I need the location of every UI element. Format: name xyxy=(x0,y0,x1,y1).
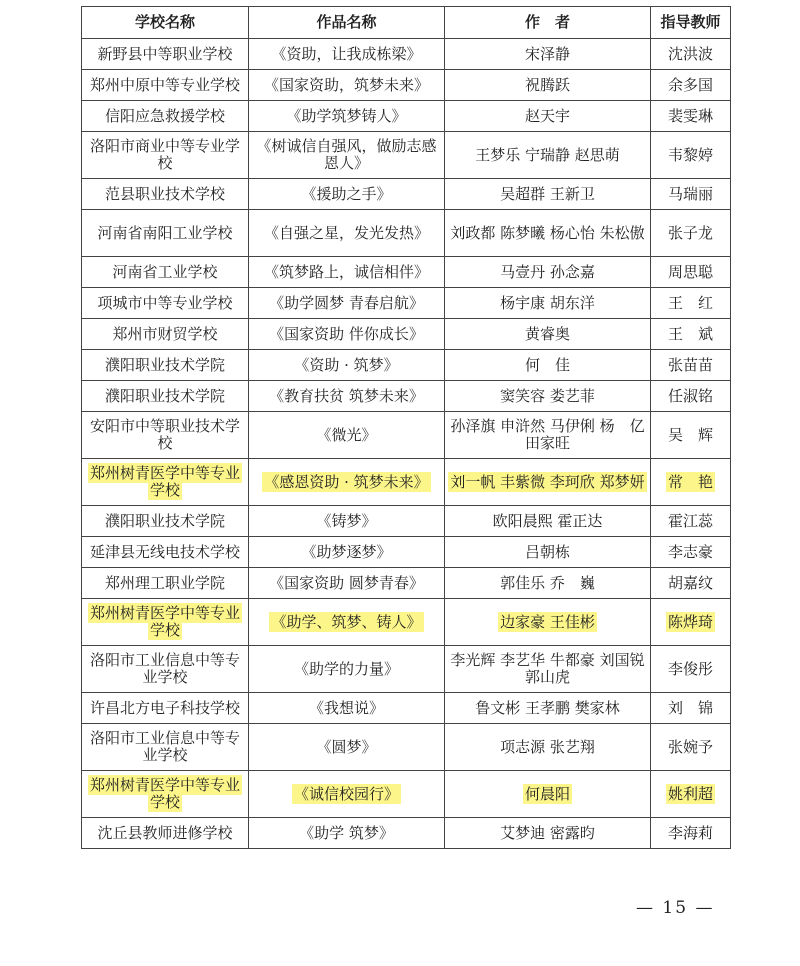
cell-work-text: 《助学筑梦铸人》 xyxy=(286,106,407,125)
cell-school-text: 安阳市中等职业技术学校 xyxy=(89,417,240,452)
cell-teacher-text: 裴雯琳 xyxy=(667,106,713,125)
table-row xyxy=(82,70,731,101)
cell-work xyxy=(249,724,445,771)
table-row xyxy=(82,257,731,288)
cell-author xyxy=(445,257,651,288)
cell-work-text: 《诚信校园行》 xyxy=(293,784,399,803)
cell-author-text: 何 佳 xyxy=(524,355,570,374)
cell-work xyxy=(249,319,445,350)
cell-author xyxy=(445,288,651,319)
cell-school xyxy=(82,506,249,537)
cell-author-text: 吕朝栋 xyxy=(524,542,570,561)
cell-teacher-text: 张婉予 xyxy=(667,737,713,756)
cell-work xyxy=(249,771,445,818)
cell-author-text: 边家豪 王佳彬 xyxy=(500,612,595,631)
cell-work-text: 《树诚信自强风，做励志感恩人》 xyxy=(256,137,437,172)
cell-teacher-text: 马瑞丽 xyxy=(667,184,713,203)
cell-author xyxy=(445,350,651,381)
cell-author-text: 杨宇康 胡东洋 xyxy=(500,293,595,312)
cell-teacher-text: 韦黎婷 xyxy=(667,145,713,164)
cell-teacher-text: 沈洪波 xyxy=(667,44,713,63)
cell-school-text: 许昌北方电子科技学校 xyxy=(89,698,240,717)
cell-school-text: 范县职业技术学校 xyxy=(104,184,225,203)
cell-author xyxy=(445,818,651,849)
cell-teacher-text: 李俊彤 xyxy=(667,659,713,678)
table-row xyxy=(82,724,731,771)
cell-work xyxy=(249,537,445,568)
cell-work xyxy=(249,179,445,210)
cell-teacher-text: 余多国 xyxy=(667,75,713,94)
cell-school xyxy=(82,70,249,101)
cell-author xyxy=(445,771,651,818)
cell-work-text: 《铸梦》 xyxy=(316,511,377,530)
cell-author-text: 郭佳乐 乔 巍 xyxy=(500,573,595,592)
cell-work xyxy=(249,70,445,101)
cell-teacher xyxy=(651,39,731,70)
cell-author xyxy=(445,412,651,459)
cell-author xyxy=(445,381,651,412)
cell-school-text: 郑州市财贸学校 xyxy=(112,324,218,343)
cell-work-text: 《国家资助，筑梦未来》 xyxy=(263,75,429,94)
cell-teacher xyxy=(651,381,731,412)
cell-author xyxy=(445,70,651,101)
cell-teacher xyxy=(651,319,731,350)
cell-work-text: 《资助 · 筑梦》 xyxy=(294,355,399,374)
cell-author-text: 项志源 张艺翔 xyxy=(500,737,595,756)
cell-teacher-text: 张子龙 xyxy=(667,223,713,242)
cell-teacher xyxy=(651,132,731,179)
cell-school-text: 郑州中原中等专业学校 xyxy=(89,75,240,94)
table-row xyxy=(82,599,731,646)
cell-work xyxy=(249,132,445,179)
cell-work-text: 《圆梦》 xyxy=(316,737,377,756)
cell-author xyxy=(445,39,651,70)
cell-teacher xyxy=(651,693,731,724)
cell-work xyxy=(249,101,445,132)
cell-school-text: 濮阳职业技术学院 xyxy=(104,511,225,530)
cell-work xyxy=(249,599,445,646)
cell-school-text: 濮阳职业技术学院 xyxy=(104,386,225,405)
cell-work-text: 《微光》 xyxy=(316,425,377,444)
cell-work xyxy=(249,257,445,288)
cell-school xyxy=(82,693,249,724)
cell-teacher-text: 王 红 xyxy=(667,293,713,312)
cell-author xyxy=(445,693,651,724)
cell-school-text: 延津县无线电技术学校 xyxy=(89,542,240,561)
cell-work-text: 《助学、筑梦、铸人》 xyxy=(271,612,422,631)
cell-school xyxy=(82,599,249,646)
cell-teacher xyxy=(651,568,731,599)
cell-school-text: 洛阳市工业信息中等专业学校 xyxy=(89,651,240,686)
cell-work-text: 《资助，让我成栋梁》 xyxy=(271,44,422,63)
cell-teacher xyxy=(651,771,731,818)
cell-author-text: 王梦乐 宁瑞静 赵思萌 xyxy=(475,145,620,164)
table-row xyxy=(82,693,731,724)
cell-work-text: 《感恩资助 · 筑梦未来》 xyxy=(264,472,429,491)
cell-author-text: 鲁文彬 王孝鹏 樊家林 xyxy=(475,698,620,717)
cell-author-text: 吴超群 王新卫 xyxy=(500,184,595,203)
cell-author-text: 孙泽旗 申浒然 马伊俐 杨 亿 田家旺 xyxy=(450,417,645,452)
header-author: 作 者 xyxy=(445,7,651,39)
table-row xyxy=(82,132,731,179)
cell-work-text: 《国家资助 伴你成长》 xyxy=(269,324,424,343)
cell-teacher-text: 常 艳 xyxy=(667,472,713,491)
cell-work-text: 《助学的力量》 xyxy=(293,659,399,678)
table-row xyxy=(82,818,731,849)
cell-author xyxy=(445,132,651,179)
cell-teacher-text: 李志豪 xyxy=(667,542,713,561)
cell-author-text: 刘政都 陈梦曦 杨心怡 朱松傲 xyxy=(450,223,645,242)
cell-work xyxy=(249,646,445,693)
cell-author-text: 黄睿奥 xyxy=(524,324,570,343)
cell-school xyxy=(82,288,249,319)
cell-school xyxy=(82,381,249,412)
cell-school-text: 濮阳职业技术学院 xyxy=(104,355,225,374)
cell-author xyxy=(445,101,651,132)
table-body xyxy=(82,39,731,849)
cell-school-text: 郑州树青医学中等专业学校 xyxy=(89,776,240,811)
table-row xyxy=(82,381,731,412)
cell-work xyxy=(249,818,445,849)
cell-work xyxy=(249,693,445,724)
table-header-row xyxy=(82,7,731,39)
cell-work xyxy=(249,506,445,537)
cell-author xyxy=(445,319,651,350)
table-row xyxy=(82,459,731,506)
cell-teacher-text: 陈烨琦 xyxy=(667,612,713,631)
cell-school xyxy=(82,132,249,179)
cell-work xyxy=(249,568,445,599)
table-row xyxy=(82,771,731,818)
cell-work xyxy=(249,412,445,459)
cell-teacher-text: 任淑铭 xyxy=(667,386,713,405)
header-teacher: 指导教师 xyxy=(651,7,731,39)
cell-school-text: 郑州树青医学中等专业学校 xyxy=(89,604,240,639)
cell-school xyxy=(82,412,249,459)
cell-teacher xyxy=(651,257,731,288)
cell-school xyxy=(82,101,249,132)
cell-teacher xyxy=(651,724,731,771)
awards-table xyxy=(81,6,731,849)
cell-school-text: 沈丘县教师进修学校 xyxy=(97,823,233,842)
table-row xyxy=(82,210,731,257)
cell-teacher-text: 张苗苗 xyxy=(667,355,713,374)
cell-teacher xyxy=(651,646,731,693)
cell-work xyxy=(249,210,445,257)
cell-school xyxy=(82,210,249,257)
cell-author-text: 刘一帆 丰紫微 李珂欣 郑梦妍 xyxy=(450,472,645,491)
table-row xyxy=(82,179,731,210)
cell-school-text: 洛阳市商业中等专业学校 xyxy=(89,137,240,172)
cell-author xyxy=(445,179,651,210)
cell-author-text: 艾梦迪 密露昀 xyxy=(500,823,595,842)
cell-author xyxy=(445,506,651,537)
cell-school-text: 郑州树青医学中等专业学校 xyxy=(89,464,240,499)
table-row xyxy=(82,288,731,319)
cell-teacher xyxy=(651,818,731,849)
cell-author-text: 祝腾跃 xyxy=(524,75,570,94)
cell-teacher xyxy=(651,210,731,257)
cell-school-text: 河南省工业学校 xyxy=(112,262,218,281)
cell-school xyxy=(82,39,249,70)
cell-school-text: 信阳应急救援学校 xyxy=(104,106,225,125)
table-row xyxy=(82,646,731,693)
table-row xyxy=(82,39,731,70)
header-work: 作品名称 xyxy=(249,7,445,39)
cell-school xyxy=(82,319,249,350)
cell-work-text: 《我想说》 xyxy=(308,698,384,717)
header-school: 学校名称 xyxy=(82,7,249,39)
table-row xyxy=(82,506,731,537)
cell-work xyxy=(249,459,445,506)
cell-school-text: 河南省南阳工业学校 xyxy=(97,223,233,242)
cell-work-text: 《助学圆梦 青春启航》 xyxy=(269,293,424,312)
cell-work-text: 《教育扶贫 筑梦未来》 xyxy=(269,386,424,405)
cell-work-text: 《国家资助 圆梦青春》 xyxy=(269,573,424,592)
table-row xyxy=(82,568,731,599)
cell-author xyxy=(445,599,651,646)
cell-author-text: 李光辉 李艺华 牛都豪 刘国锐 郭山虎 xyxy=(450,651,645,686)
cell-teacher xyxy=(651,101,731,132)
cell-school xyxy=(82,257,249,288)
cell-school xyxy=(82,568,249,599)
cell-school-text: 新野县中等职业学校 xyxy=(97,44,233,63)
cell-school xyxy=(82,646,249,693)
cell-teacher-text: 李海莉 xyxy=(667,823,713,842)
cell-school xyxy=(82,537,249,568)
cell-school-text: 项城市中等专业学校 xyxy=(97,293,233,312)
cell-work-text: 《助梦逐梦》 xyxy=(301,542,392,561)
cell-teacher xyxy=(651,537,731,568)
cell-author-text: 马壹丹 孙念嘉 xyxy=(500,262,595,281)
cell-school xyxy=(82,350,249,381)
cell-author-text: 欧阳晨熙 霍正达 xyxy=(492,511,603,530)
cell-work xyxy=(249,350,445,381)
cell-teacher-text: 王 斌 xyxy=(667,324,713,343)
cell-school xyxy=(82,818,249,849)
cell-teacher-text: 周思聪 xyxy=(667,262,713,281)
cell-work xyxy=(249,381,445,412)
cell-school xyxy=(82,771,249,818)
table-row xyxy=(82,319,731,350)
table-row xyxy=(82,350,731,381)
cell-author xyxy=(445,646,651,693)
cell-teacher-text: 吴 辉 xyxy=(667,425,713,444)
table-row xyxy=(82,101,731,132)
cell-teacher xyxy=(651,412,731,459)
cell-teacher xyxy=(651,70,731,101)
cell-teacher xyxy=(651,179,731,210)
cell-author-text: 宋泽静 xyxy=(524,44,570,63)
cell-teacher-text: 姚利超 xyxy=(667,784,713,803)
cell-author xyxy=(445,459,651,506)
cell-author xyxy=(445,537,651,568)
cell-author xyxy=(445,724,651,771)
cell-teacher xyxy=(651,288,731,319)
cell-work xyxy=(249,288,445,319)
cell-author-text: 赵天宇 xyxy=(524,106,570,125)
cell-author-text: 窦笑容 娄艺菲 xyxy=(500,386,595,405)
page-number: — 15 — xyxy=(636,898,715,918)
cell-school-text: 洛阳市工业信息中等专业学校 xyxy=(89,729,240,764)
cell-school xyxy=(82,459,249,506)
cell-school xyxy=(82,179,249,210)
cell-teacher xyxy=(651,459,731,506)
cell-teacher xyxy=(651,350,731,381)
cell-teacher-text: 刘 锦 xyxy=(667,698,713,717)
cell-author xyxy=(445,210,651,257)
cell-work-text: 《助学 筑梦》 xyxy=(299,823,394,842)
cell-school xyxy=(82,724,249,771)
cell-teacher xyxy=(651,506,731,537)
cell-teacher-text: 胡嘉纹 xyxy=(667,573,713,592)
cell-work-text: 《自强之星，发光发热》 xyxy=(263,223,429,242)
table-row xyxy=(82,537,731,568)
cell-work-text: 《援助之手》 xyxy=(301,184,392,203)
cell-teacher-text: 霍江蕊 xyxy=(667,511,713,530)
cell-author xyxy=(445,568,651,599)
cell-school-text: 郑州理工职业学院 xyxy=(104,573,225,592)
table-row xyxy=(82,412,731,459)
cell-work-text: 《筑梦路上，诚信相伴》 xyxy=(263,262,429,281)
cell-work xyxy=(249,39,445,70)
cell-teacher xyxy=(651,599,731,646)
cell-author-text: 何晨阳 xyxy=(524,784,570,803)
